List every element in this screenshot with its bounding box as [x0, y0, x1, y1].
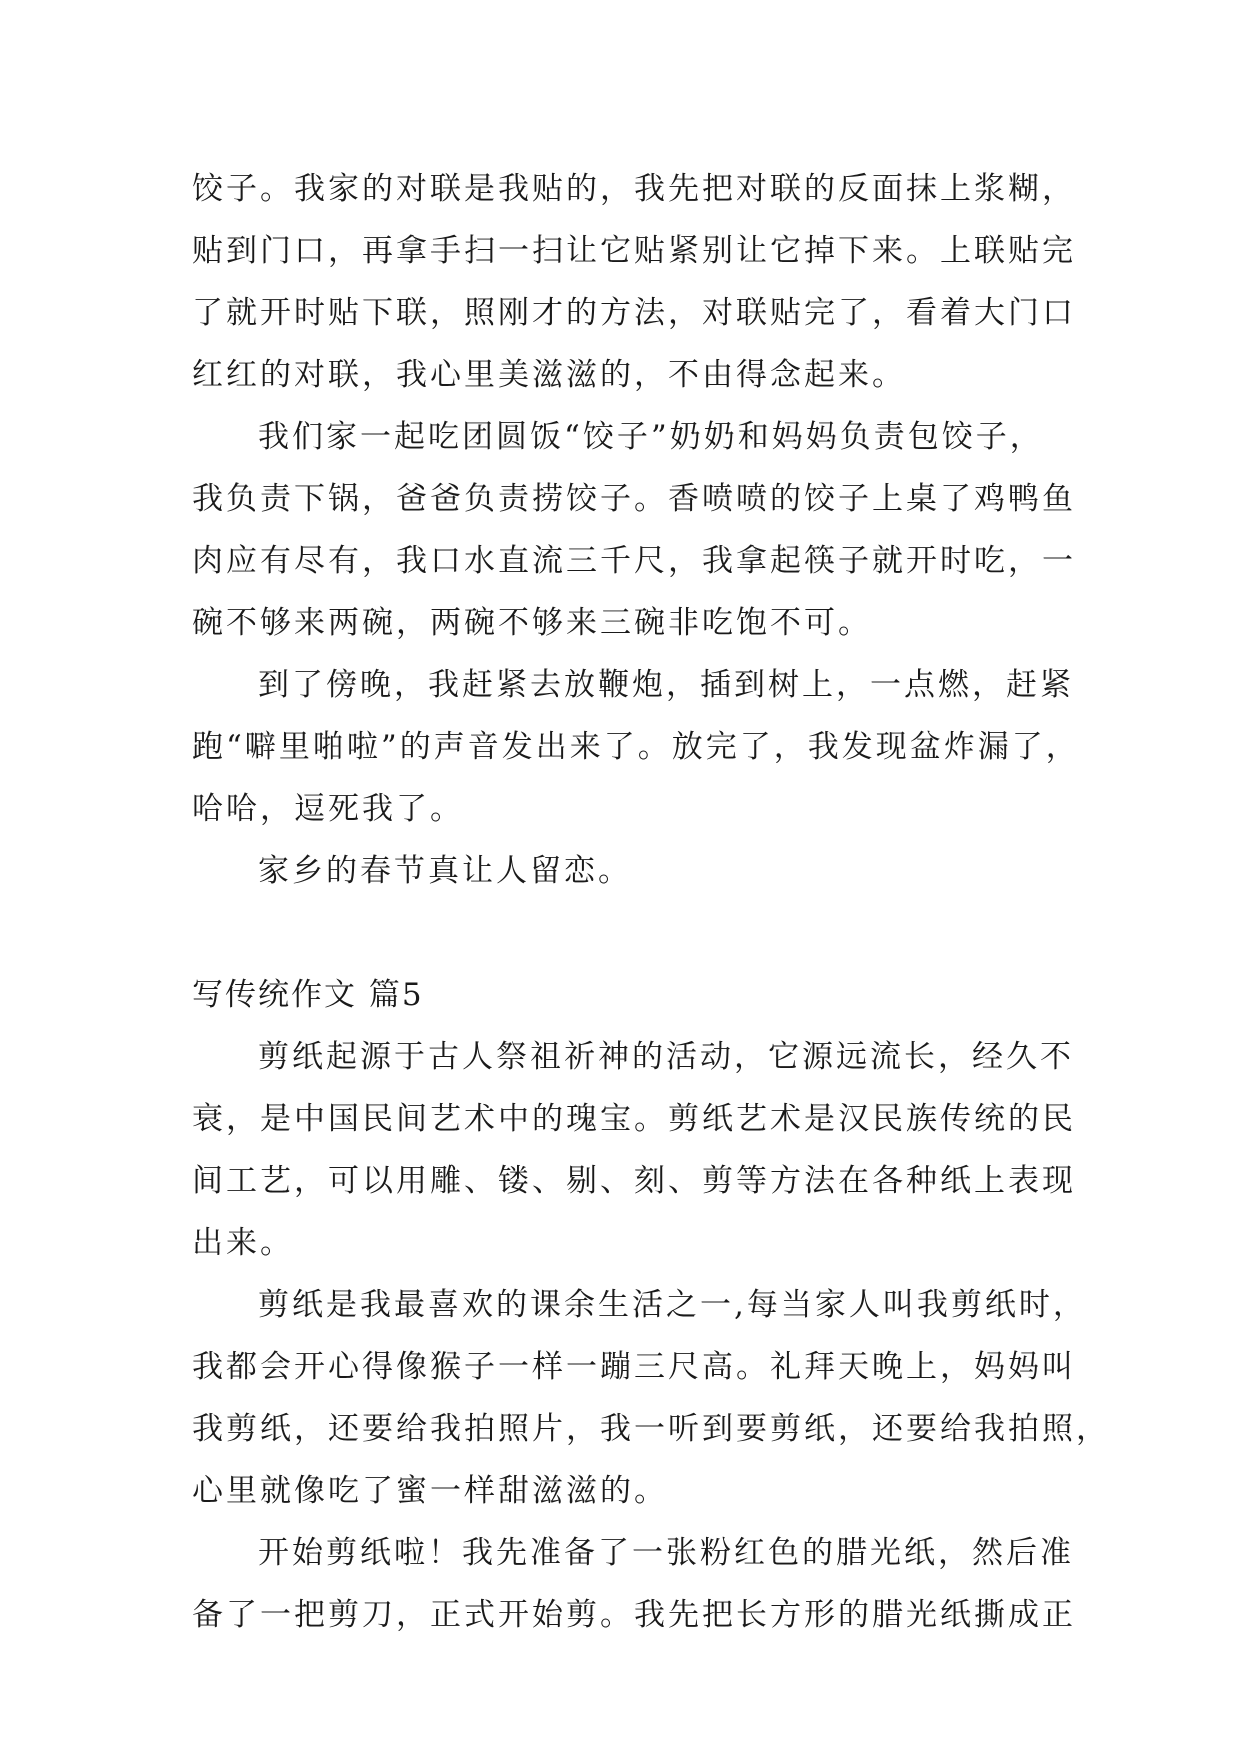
- text-line: 跑“噼里啪啦”的声音发出来了。放完了，我发现盆炸漏了，: [192, 729, 1080, 765]
- text-line: 开始剪纸啦！我先准备了一张粉红色的腊光纸，然后准: [258, 1535, 1074, 1571]
- paragraph: [192, 406, 1076, 654]
- text-line: 贴到门口，再拿手扫一扫让它贴紧别让它掉下来。上联贴完: [192, 233, 1076, 269]
- paragraph: [192, 1274, 1110, 1522]
- text-line: 到了傍晚，我赶紧去放鞭炮，插到树上，一点燃，赶紧: [258, 667, 1074, 703]
- text-line: 间工艺，可以用雕、镂、剔、刻、剪等方法在各种纸上表现: [192, 1163, 1076, 1199]
- text-line: 我都会开心得像猴子一样一蹦三尺高。礼拜天晚上，妈妈叫: [192, 1349, 1076, 1385]
- text-line: 剪纸是我最喜欢的课余生活之一,每当家人叫我剪纸时，: [258, 1287, 1087, 1323]
- text-line: 心里就像吃了蜜一样甜滋滋的。: [192, 1473, 668, 1509]
- text-line: 衰，是中国民间艺术中的瑰宝。剪纸艺术是汉民族传统的民: [192, 1101, 1076, 1137]
- section-gap: [192, 902, 1060, 964]
- text-line: 我们家一起吃团圆饭“饺子”奶奶和妈妈负责包饺子，: [258, 419, 1044, 455]
- paragraph: [192, 840, 1060, 902]
- section-heading: 写传统作文 篇5: [192, 977, 424, 1013]
- text-line: 备了一把剪刀，正式开始剪。我先把长方形的腊光纸撕成正: [192, 1597, 1076, 1633]
- paragraph: [192, 1026, 1076, 1274]
- paragraph: [192, 1522, 1076, 1646]
- text-line: 出来。: [192, 1225, 294, 1261]
- text-line: 家乡的春节真让人留恋。: [258, 853, 632, 889]
- text-line: 饺子。我家的对联是我贴的，我先把对联的反面抹上浆糊，: [192, 171, 1076, 207]
- text-line: 肉应有尽有，我口水直流三千尺，我拿起筷子就开时吃，一: [192, 543, 1076, 579]
- text-line: 我剪纸，还要给我拍照片，我一听到要剪纸，还要给我拍照，: [192, 1411, 1110, 1447]
- text-line: 哈哈，逗死我了。: [192, 791, 464, 827]
- text-line: 我负责下锅，爸爸负责捞饺子。香喷喷的饺子上桌了鸡鸭鱼: [192, 481, 1076, 517]
- paragraph: [192, 158, 1076, 406]
- text-line: 剪纸起源于古人祭祖祈神的活动，它源远流长，经久不: [258, 1039, 1074, 1075]
- text-line: 碗不够来两碗，两碗不够来三碗非吃饱不可。: [192, 605, 872, 641]
- text-line: 红红的对联，我心里美滋滋的，不由得念起来。: [192, 357, 906, 393]
- document-body: [192, 158, 1110, 1646]
- paragraph: [192, 654, 1080, 840]
- text-line: 了就开时贴下联，照刚才的方法，对联贴完了，看着大门口: [192, 295, 1076, 331]
